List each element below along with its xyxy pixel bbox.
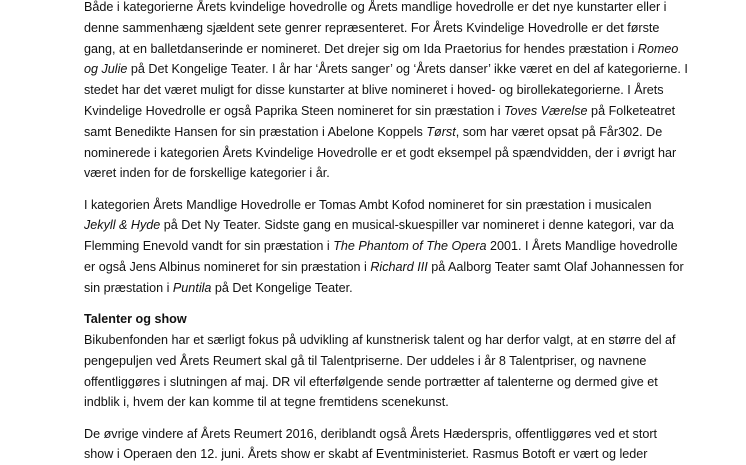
text-segment: på Det Ny Teater. Sidste gang en musical-skuespiller var nomineret i denne kategori, var da bbox=[160, 218, 674, 233]
text-segment: samt Benedikte Hansen for sin præstation i Abelone Koppels bbox=[84, 124, 427, 139]
italic-title: Tørst bbox=[426, 124, 456, 139]
text-segment: gang, at en balletdanserinde er nomineret. Det drejer sig om Ida Praetorius for hendes præstation i bbox=[84, 41, 638, 56]
text-segment: på Det Kongelige Teater. I år har ‘Årets sanger’ og ‘Årets danser’ ikke været en del af kategorierne. I bbox=[127, 62, 688, 77]
text-line bbox=[84, 122, 684, 143]
text-segment: show i Operaen den 12. juni. Årets show er skabt af Eventministeriet. Rasmus Botoft er vært og leder bbox=[84, 447, 648, 462]
text-segment: indblik i, hvem der kan komme til at tegne fremtidens scenekunst. bbox=[84, 395, 449, 410]
text-line bbox=[84, 444, 684, 465]
italic-title: Richard III bbox=[370, 260, 428, 275]
text-segment: offentliggøres i slutningen af maj. DR vil efterfølgende sende portrætter af talenterne og dermed give et bbox=[84, 374, 658, 389]
paragraph-gap bbox=[84, 299, 684, 310]
text-segment: 2001. I Årets Mandlige hovedrolle bbox=[486, 239, 678, 254]
paragraph-nominations-female bbox=[84, 0, 688, 184]
text-line bbox=[84, 80, 684, 101]
section-heading: Talenter og show bbox=[84, 312, 187, 327]
document-page bbox=[84, 0, 688, 465]
text-segment: stedet har det været muligt for disse kunstarter at blive nomineret i hoved- og birollekategorierne. I Årets bbox=[84, 83, 664, 98]
text-line bbox=[84, 278, 684, 299]
text-line bbox=[84, 195, 684, 216]
text-line bbox=[84, 372, 684, 393]
text-segment: på Det Kongelige Teater. bbox=[211, 280, 353, 295]
text-line bbox=[84, 330, 684, 351]
paragraph-talent-prizes bbox=[84, 330, 684, 413]
italic-title: Jekyll & Hyde bbox=[84, 218, 161, 233]
text-segment: , som har været opsat på Får302. De bbox=[455, 124, 663, 139]
paragraph-show bbox=[84, 424, 684, 465]
text-line bbox=[84, 257, 684, 278]
text-segment: pengepuljen ved Årets Reumert skal gå til Talentpriserne. Der uddeles i år 8 Talentpriser, og navnene bbox=[84, 353, 647, 368]
text-segment: nominerede i kategorien Årets Kvindelige Hovedrolle er et godt eksempel på spændvidden, der i øvrigt har bbox=[84, 145, 677, 160]
text-line bbox=[84, 143, 684, 164]
text-segment: De øvrige vindere af Årets Reumert 2016, deriblandt også Årets Hæderspris, offentliggøres ved et stort bbox=[84, 426, 658, 441]
text-line bbox=[84, 59, 688, 80]
text-segment: været inden for de forskellige kategorier i år. bbox=[84, 166, 330, 181]
text-line bbox=[84, 39, 684, 60]
text-line bbox=[84, 0, 684, 18]
text-line bbox=[84, 215, 684, 236]
text-line bbox=[84, 101, 684, 122]
text-segment: I kategorien Årets Mandlige Hovedrolle er Tomas Ambt Kofod nomineret for sin præstation i musicalen bbox=[84, 197, 652, 212]
text-line bbox=[84, 424, 684, 445]
text-line bbox=[84, 236, 684, 257]
text-segment: på Aalborg Teater samt Olaf Johannessen for bbox=[427, 260, 684, 275]
italic-title: The Phantom of The Opera bbox=[333, 239, 487, 254]
italic-title: Romeo bbox=[637, 41, 679, 56]
text-segment: er også Jens Albinus nomineret for sin præstation i bbox=[84, 260, 371, 275]
paragraph-gap bbox=[84, 413, 684, 424]
text-line bbox=[84, 351, 684, 372]
paragraph-nominations-male bbox=[84, 195, 684, 299]
italic-title: Puntila bbox=[172, 280, 212, 295]
text-segment: på Folketeatret bbox=[587, 103, 676, 118]
italic-title: og Julie bbox=[84, 62, 128, 77]
text-segment: sin præstation i bbox=[84, 280, 173, 295]
text-line bbox=[84, 163, 684, 184]
italic-title: Toves Værelse bbox=[504, 103, 588, 118]
text-segment: Flemming Enevold vandt for sin præstation i bbox=[84, 239, 334, 254]
text-segment: Både i kategorierne Årets kvindelige hovedrolle og Årets mandlige hovedrolle er det nye kunstarter eller i bbox=[84, 0, 667, 14]
paragraph-gap bbox=[84, 184, 684, 195]
text-line bbox=[84, 392, 684, 413]
text-segment: Kvindelige Hovedrolle er også Paprika Steen nomineret for sin præstation i bbox=[84, 103, 505, 118]
text-segment: denne sammenhæng sjældent sete genrer repræsenteret. For Årets Kvindelige Hovedrolle er det første bbox=[84, 20, 660, 35]
text-line bbox=[84, 18, 684, 39]
text-segment: Bikubenfonden har et særligt fokus på udvikling af kunstnerisk talent og har derfor valgt, at en større del af bbox=[84, 332, 676, 347]
